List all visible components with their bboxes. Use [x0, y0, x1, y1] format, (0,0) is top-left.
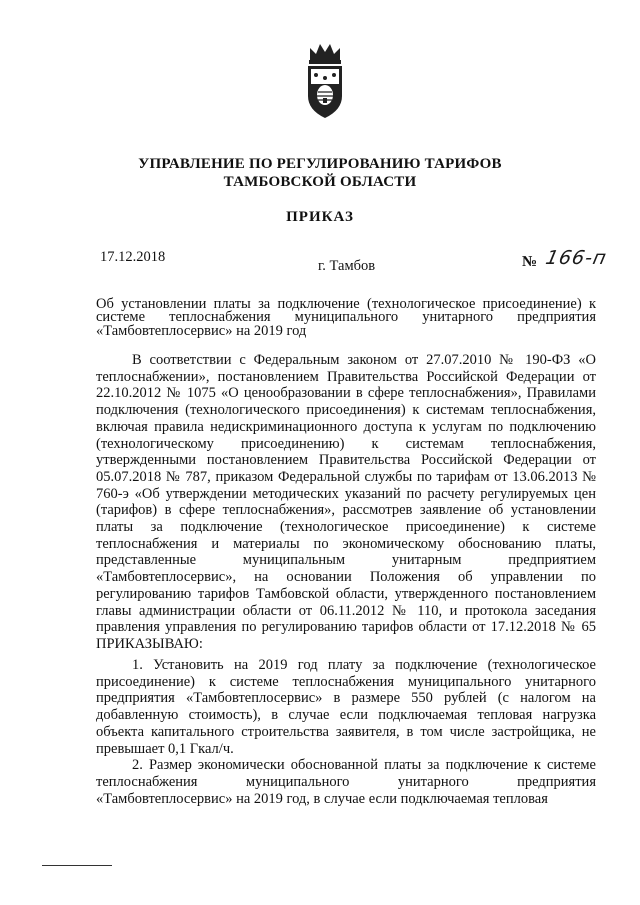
- document-title: ПРИКАЗ: [286, 209, 354, 225]
- document-preamble: В соответствии с Федеральным законом от 27.07.2010 № 190-ФЗ «О теплоснабжении», постановлением Правительства Российской Федерации от 22.10.2012 № 1075 «О ценообразовании в сфере теплоснабжения», Правилами подключения (технологического присоединения) к системам теплоснабжения, включая правила недискриминационного доступа к услугам по подключению (технологическому присоединению) к системам теплоснабжения, утвержденными постановлением Правительства Российской Федерации от 05.07.2018 № 787, приказом Федеральной службы по тарифам от 13.06.2013 № 760-э «Об утверждении методических указаний по расчету регулируемых цен (тарифов) в сфере теплоснабжения», рассмотрев заявление об установлении платы за подключение (технологическое присоединение) к системе теплоснабжения и материалы по экономическому обоснованию платы, представленные муниципальным унитарным предприятием «Тамбовтеплосервис», на основании Положения об управлении по регулированию тарифов Тамбовской области, утвержденного постановлением главы администрации области от 06.11.2012 № 110, и протокола заседания правления управления по регулированию тарифов области от 17.12.2018 № 65 ПРИКАЗЫВАЮ:: [96, 352, 596, 652]
- document-city: г. Тамбов: [318, 258, 376, 274]
- document-date: 17.12.2018: [100, 249, 166, 265]
- document-subject: Об установлении платы за подключение (технологическое присоединение) к системе теплоснабжения муниципального унитарного предприятия «Тамбовтеплосервис» на 2019 год: [96, 296, 596, 339]
- organization-name-line1: УПРАВЛЕНИЕ ПО РЕГУЛИРОВАНИЮ ТАРИФОВ: [138, 156, 502, 172]
- order-item-2: 2. Размер экономически обоснованной платы за подключение к системе теплоснабжения муниципального унитарного предприятия «Тамбовтеплосервис» на 2019 год, в случае если подключаемая тепловая: [96, 757, 596, 807]
- order-item-1: 1. Установить на 2019 год плату за подключение (технологическое присоединение) к системе теплоснабжения муниципального унитарного предприятия «Тамбовтеплосервис» в размере 550 рублей (с налогом на добавленную стоимость), в случае если подключаемая тепловая нагрузка объекта капитального строительства заявителя, в том числе застройщика, не превышает 0,1 Гкал/ч.: [96, 657, 596, 757]
- document-items: [96, 657, 596, 807]
- coat-of-arms-icon: [302, 38, 348, 122]
- document-number-handwritten: 166-п: [543, 247, 609, 269]
- footer-rule: [42, 865, 112, 866]
- document-number-label: №: [522, 254, 538, 270]
- organization-name-line2: ТАМБОВСКОЙ ОБЛАСТИ: [223, 174, 417, 190]
